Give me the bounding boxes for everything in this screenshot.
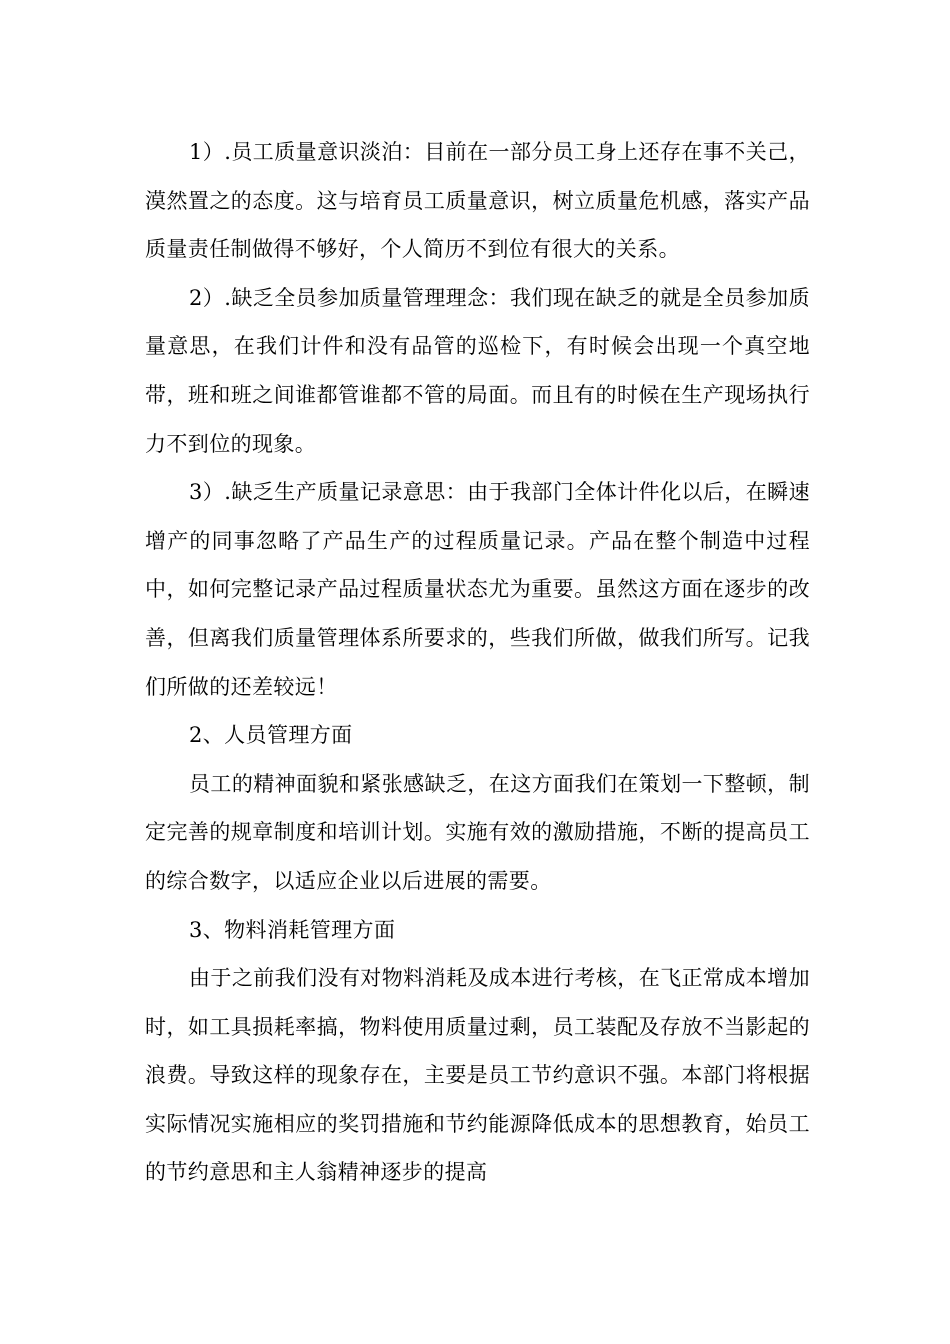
section-heading-personnel: 2、人员管理方面 [189, 723, 353, 748]
paragraph-personnel-management: 员工的精神面貌和紧张感缺乏，在这方面我们在策划一下整顿，制定完善的规章制度和培训计划。实施有效的激励措施，不断的提高员工的综合数字，以适应企业以后进展的需要。 [145, 771, 810, 893]
document-body [145, 128, 810, 1197]
paragraph-quality-records: 3）.缺乏生产质量记录意思：由于我部门全体计件化以后，在瞬速增产的同事忽略了产品生产的过程质量记录。产品在整个制造中过程中，如何完整记录产品过程质量状态尤为重要。虽然这方面在逐步的改善，但离我们质量管理体系所要求的，些我们所做，做我们所写。记我们所做的还差较远！ [145, 480, 810, 699]
paragraph-material-consumption: 由于之前我们没有对物料消耗及成本进行考核，在飞正常成本增加时，如工具损耗率搞，物料使用质量过剩，员工装配及存放不当影起的浪费。导致这样的现象存在，主要是员工节约意识不强。本部门将根据实际情况实施相应的奖罚措施和节约能源降低成本的思想教育，始员工的节约意思和主人翁精神逐步的提高 [145, 966, 810, 1185]
section-heading-materials: 3、物料消耗管理方面 [189, 917, 396, 942]
paragraph-full-participation: 2）.缺乏全员参加质量管理理念：我们现在缺乏的就是全员参加质量意思，在我们计件和没有品管的巡检下，有时候会出现一个真空地带，班和班之间谁都管谁都不管的局面。而且有的时候在生产现场执行力不到位的现象。 [145, 285, 810, 456]
paragraph-quality-awareness: 1）.员工质量意识淡泊：目前在一部分员工身上还存在事不关己，漠然置之的态度。这与培育员工质量意识，树立质量危机感，落实产品质量责任制做得不够好，个人简历不到位有很大的关系。 [145, 140, 810, 262]
